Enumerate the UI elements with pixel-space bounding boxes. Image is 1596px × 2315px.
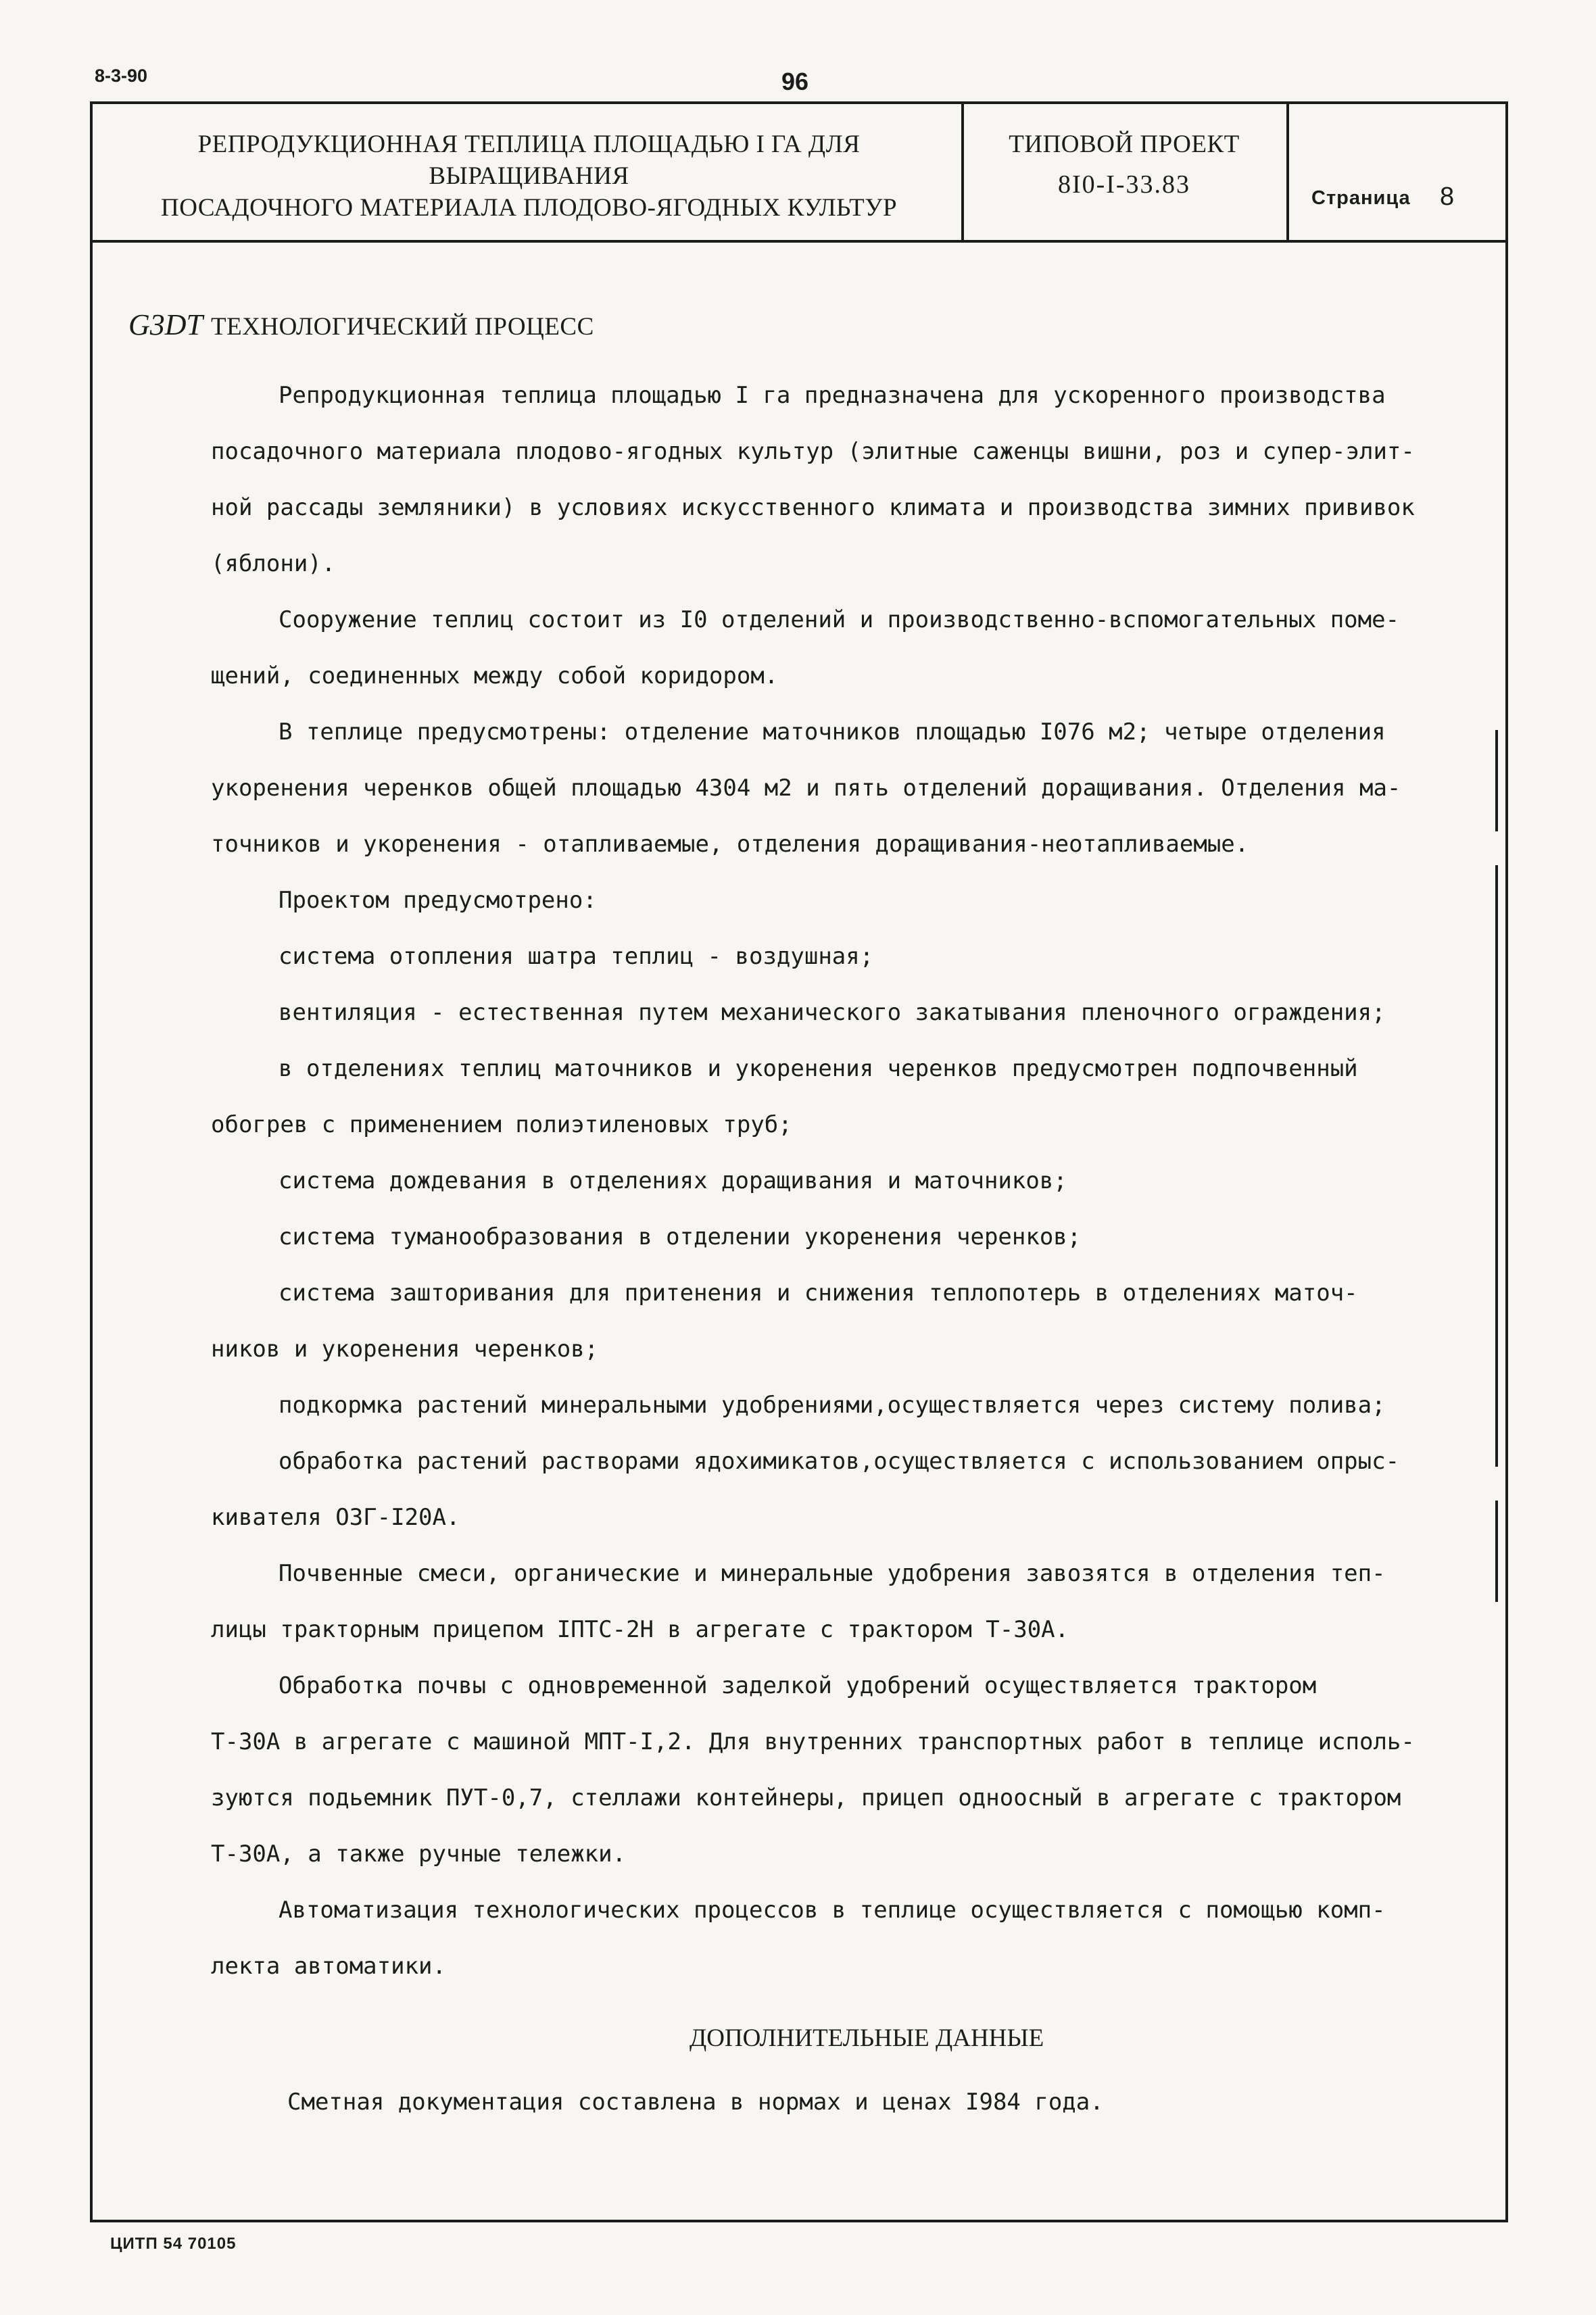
body-line: точников и укоренения - отапливаемые, отделения доращивания-неотапливаемые. <box>211 831 1249 858</box>
margin-mark <box>1495 1501 1498 1602</box>
body-line: Сооружение теплиц состоит из I0 отделений и производственно-вспомогательных поме- <box>279 606 1400 633</box>
body-line: ников и укоренения черенков; <box>211 1336 599 1363</box>
body-line: (яблони). <box>211 550 336 577</box>
header-column-divider <box>961 101 964 241</box>
section-title: ТЕХНОЛОГИЧЕСКИЙ ПРОЦЕСС <box>211 313 594 341</box>
body-line: Обработка почвы с одновременной заделкой удобрений осуществляется трактором <box>279 1672 1317 1699</box>
body-line: кивателя ОЗГ-I20А. <box>211 1504 460 1531</box>
body-line: Репродукционная теплица площадью I га предназначена для ускоренного производства <box>279 382 1386 409</box>
body-line: Автоматизация технологических процессов в теплице осуществляется с помощью комп- <box>279 1897 1386 1924</box>
body-line: система зашторивания для притенения и снижения теплопотерь в отделениях маточ- <box>279 1280 1358 1307</box>
body-line: Проектом предусмотрено: <box>279 887 597 914</box>
body-line: обработка растений растворами ядохимикатов,осуществляется с использованием опрыс- <box>279 1448 1400 1475</box>
body-line: посадочного материала плодово-ягодных культур (элитные саженцы вишни, роз и супер-элит- <box>211 438 1415 465</box>
header-column-divider <box>1286 101 1289 241</box>
body-line: система дождевания в отделениях доращивания и маточников; <box>279 1167 1067 1194</box>
body-line: лицы тракторным прицепом IПТС-2Н в агрегате с трактором Т-30А. <box>211 1616 1069 1643</box>
header-title-line: ПОСАДОЧНОГО МАТЕРИАЛА ПЛОДОВО-ЯГОДНЫХ КУЛЬТУР <box>160 194 898 222</box>
project-label: ТИПОВОЙ ПРОЕКТ <box>1009 130 1240 158</box>
page-label-value: 8 <box>1440 182 1455 211</box>
body-line: ной рассады земляники) в условиях искусственного климата и производства зимних прививок <box>211 494 1415 521</box>
page-number: 96 <box>781 68 809 95</box>
body-line: Т-30А в агрегате с машиной МПТ-I,2. Для внутренних транспортных работ в теплице исполь- <box>211 1728 1415 1755</box>
header-divider <box>90 240 1508 243</box>
body-line: Т-30А, а также ручные тележки. <box>211 1841 627 1868</box>
subheading: ДОПОЛНИТЕЛЬНЫЕ ДАННЫЕ <box>690 2024 1044 2052</box>
body-line: в отделениях теплиц маточников и укоренения черенков предусмотрен подпочвенный <box>279 1055 1358 1082</box>
body-line: вентиляция - естественная путем механического закатывания пленочного ограждения; <box>279 999 1386 1026</box>
body-line: лекта автоматики. <box>211 1953 446 1980</box>
page-label: Страница <box>1311 187 1411 209</box>
closing-line: Сметная документация составлена в нормах и ценах I984 года. <box>287 2089 1104 2116</box>
footer-stamp: ЦИТП 54 70105 <box>110 2235 237 2253</box>
document-code: 8-3-90 <box>95 66 148 86</box>
body-line: обогрев с применением полиэтиленовых труб; <box>211 1111 792 1138</box>
header-title <box>101 128 957 224</box>
margin-mark <box>1495 865 1498 1467</box>
project-code: 8I0-I-33.83 <box>1057 170 1191 199</box>
header-title-line: РЕПРОДУКЦИОННАЯ ТЕПЛИЦА ПЛОЩАДЬЮ I ГА ДЛЯ ВЫРАЩИВАНИЯ <box>197 130 861 190</box>
body-line: укоренения черенков общей площадью 4304 м2 и пять отделений доращивания. Отделения ма- <box>211 775 1401 802</box>
margin-mark <box>1495 730 1498 831</box>
body-line: подкормка растений минеральными удобрениями,осуществляется через систему полива; <box>279 1392 1386 1419</box>
body-line: система отопления шатра теплиц - воздушная; <box>279 943 874 970</box>
body-line: зуются подьемник ПУТ-0,7, стеллажи контейнеры, прицеп одноосный в агрегате с трактором <box>211 1784 1401 1811</box>
section-code: G3DT <box>128 308 203 341</box>
body-line: щений, соединенных между собой коридором. <box>211 662 779 689</box>
body-line: Почвенные смеси, органические и минеральные удобрения завозятся в отделения теп- <box>279 1560 1386 1587</box>
body-line: В теплице предусмотрены: отделение маточников площадью I076 м2; четыре отделения <box>279 718 1386 746</box>
body-line: система туманообразования в отделении укоренения черенков; <box>279 1223 1082 1250</box>
